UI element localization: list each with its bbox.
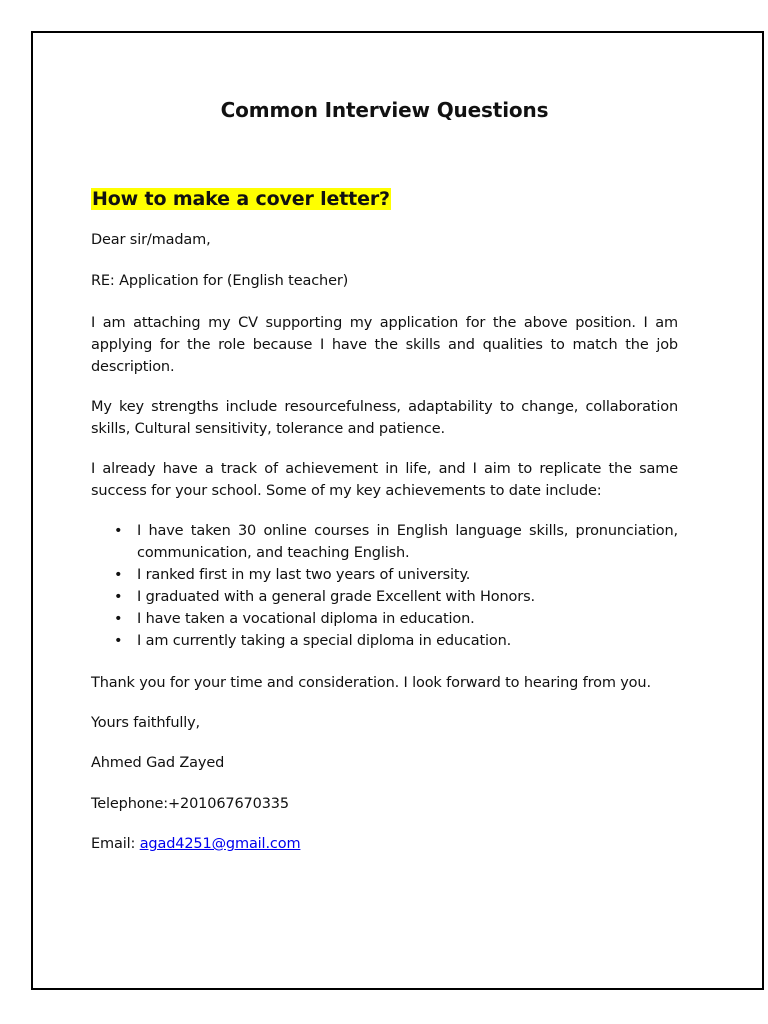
email-label: Email: (91, 836, 140, 852)
closing-line: Yours faithfully, (91, 715, 201, 731)
list-item (91, 608, 678, 630)
list-item-text: I ranked first in my last two years of university. (137, 567, 471, 583)
email-link[interactable]: agad4251@gmail.com (139, 836, 301, 852)
salutation: Dear sir/madam, (91, 232, 211, 248)
list-item (91, 520, 678, 564)
list-item (91, 630, 678, 652)
bullet-icon: • (114, 523, 123, 539)
document-title: Common Interview Questions (220, 98, 549, 122)
list-item-text: I have taken 30 online courses in English language skills, pronunciation, communication, and teaching English. (137, 523, 678, 561)
bullet-icon: • (114, 567, 123, 583)
telephone-line: Telephone:+201067670335 (91, 796, 289, 812)
list-item (91, 564, 678, 586)
highlighted-heading-text: How to make a cover letter? (92, 188, 390, 210)
section-heading (91, 186, 391, 212)
achievements-list (91, 520, 678, 652)
thanks-line: Thank you for your time and consideration. I look forward to hearing from you. (91, 675, 651, 691)
list-item (91, 586, 678, 608)
bullet-icon: • (114, 633, 123, 649)
list-item-text: I am currently taking a special diploma in education. (137, 633, 512, 649)
document-page (31, 31, 764, 990)
re-line: RE: Application for (English teacher) (91, 273, 349, 289)
paragraph-intro: I am attaching my CV supporting my application for the above position. I am applying for the role because I have the skills and qualities to match the job description. (91, 315, 678, 375)
email-line (91, 833, 678, 855)
paragraph-strengths: My key strengths include resourcefulness, adaptability to change, collaboration skills, Cultural sensitivity, tolerance and patience. (91, 399, 678, 437)
list-item-text: I graduated with a general grade Excellent with Honors. (137, 589, 535, 605)
paragraph-achievements-intro: I already have a track of achievement in life, and I aim to replicate the same success for your school. Some of my key achievements to date include: (91, 461, 678, 499)
list-item-text: I have taken a vocational diploma in education. (137, 611, 475, 627)
bullet-icon: • (114, 611, 123, 627)
signature-name: Ahmed Gad Zayed (91, 755, 225, 771)
bullet-icon: • (114, 589, 123, 605)
